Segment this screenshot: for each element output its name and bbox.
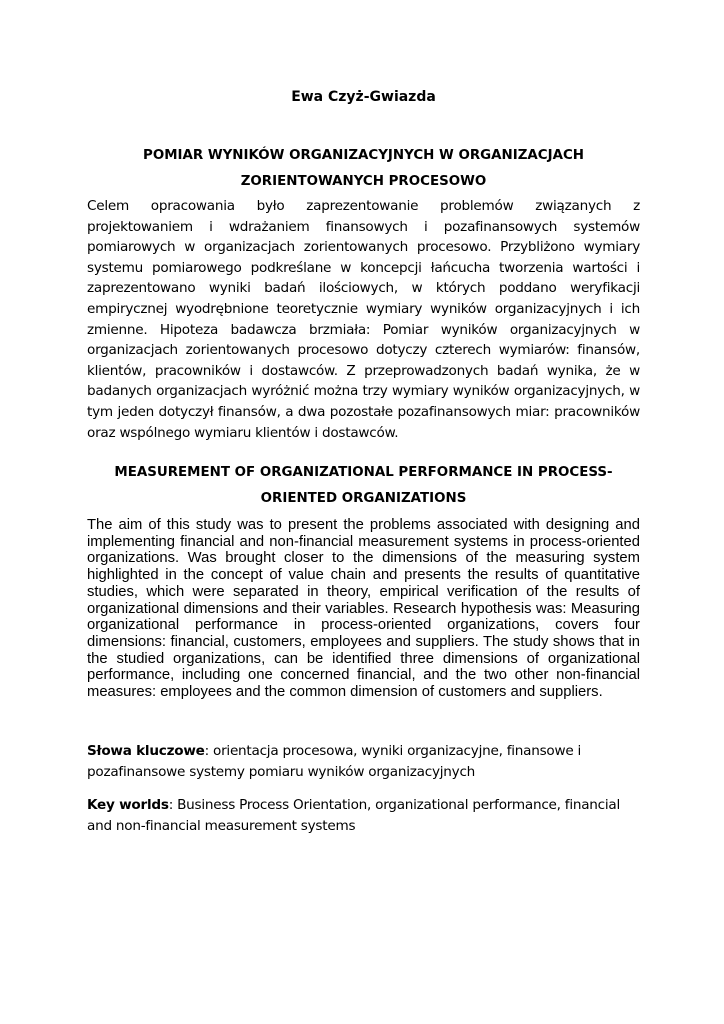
polish-keywords-text: : orientacja procesowa, wyniki organizacyjne, finansowe i pozafinansowe systemy pomiaru wyników organizacyjnych: [87, 743, 582, 780]
polish-abstract: Celem opracowania było zaprezentowanie problemów związanych z projektowaniem i wdrażaniem finansowych i pozafinansowych systemów pomiarowych w organizacjach zorientowanych procesowo. Przybliżono wymiary systemu pomiarowego podkreślane w koncepcji łańcucha tworzenia wartości i zaprezentowano wyniki badań ilościowych, w których poddano weryfikacji empirycznej wyodrębnione teoretycznie wymiary wyników organizacyjnych i ich zmienne. Hipoteza badawcza brzmiała: Pomiar wyników organizacyjnych w organizacjach zorientowanych procesowo dotyczy czterech wymiarów: finansów, klientów, pracowników i dostawców. Z przeprowadzonych badań wynika, że w badanych organizacjach wyróżnić można trzy wymiary wyników organizacyjnych, w tym jeden dotyczył finansów, a dwa pozostałe pozafinansowych miar: pracowników oraz wspólnego wymiaru klientów i dostawców.: [87, 198, 640, 441]
polish-title-line-2: ZORIENTOWANYCH PROCESOWO: [240, 174, 487, 189]
english-keywords-text: : Business Process Orientation, organizational performance, financial and non-financial measurement systems: [87, 797, 621, 834]
english-abstract: The aim of this study was to present the problems associated with designing and implementing financial and non-financial measurement systems in process-oriented organizations. Was brought closer to the dimensions of the measuring system highlighted in the concept of value chain and presents the results of quantitative studies, which were separated in theory, empirical verification of the results of organizational dimensions and their variables. Research hypothesis was: Measuring organizational performance in process-oriented organizations, covers four dimensions: financial, customers, employees and suppliers. The study shows that in the studied organizations, can be identified three dimensions of organizational performance, including one concerned financial, and the two other non-financial measures: employees and the common dimension of customers and suppliers.: [87, 517, 640, 701]
polish-title: [87, 143, 640, 195]
polish-keywords: [87, 741, 640, 783]
english-title-line-2: ORIENTED ORGANIZATIONS: [260, 491, 467, 506]
english-keywords-label: Key worlds: [87, 797, 169, 813]
polish-title-line-1: POMIAR WYNIKÓW ORGANIZACYJNYCH W ORGANIZACJACH: [143, 148, 584, 163]
english-title: [87, 460, 640, 512]
author-name: Ewa Czyż-Gwiazda: [291, 89, 436, 105]
english-keywords: [87, 795, 640, 837]
english-title-line-1: MEASUREMENT OF ORGANIZATIONAL PERFORMANCE IN PROCESS-: [114, 465, 613, 480]
polish-keywords-label: Słowa kluczowe: [87, 743, 205, 759]
